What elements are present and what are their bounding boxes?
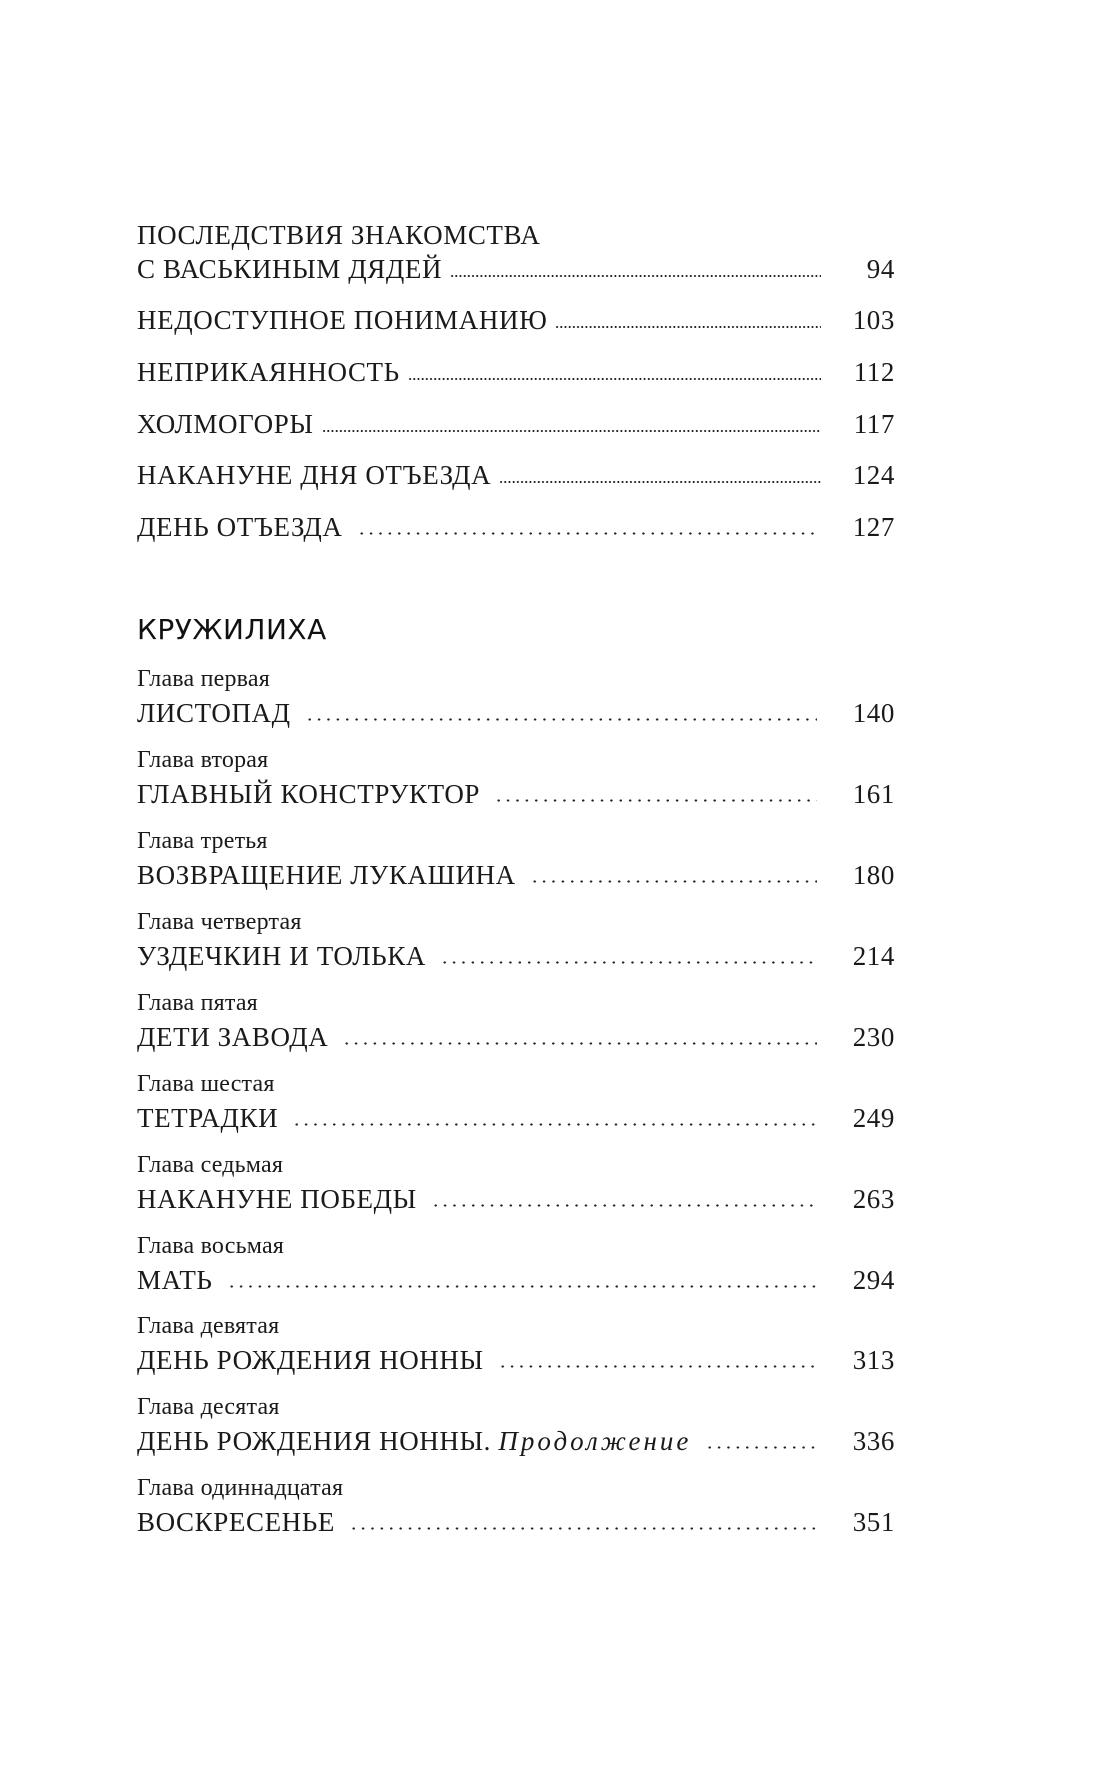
page-number: 263 xyxy=(852,1184,895,1214)
toc-entry-row xyxy=(137,458,895,492)
chapter-label: Глава вторая xyxy=(137,747,269,773)
page-number: 117 xyxy=(853,409,895,439)
dot-leader xyxy=(490,1343,831,1377)
toc-entry[interactable] xyxy=(137,458,895,492)
chapter-row xyxy=(137,1101,895,1135)
chapter-row xyxy=(137,1263,895,1297)
chapter-title: МАТЬ xyxy=(137,1263,219,1297)
page-number: 351 xyxy=(852,1507,895,1537)
page-number: 124 xyxy=(852,460,895,490)
toc-entry-row xyxy=(137,510,895,544)
chapter-title: ВОЗВРАЩЕНИЕ ЛУКАШИНА xyxy=(137,858,522,892)
chapter-entry[interactable] xyxy=(137,664,895,730)
dot-leader xyxy=(432,939,831,973)
dot-leader xyxy=(297,696,831,730)
chapter-row xyxy=(137,1424,895,1458)
chapter-row xyxy=(137,1343,895,1377)
chapter-row xyxy=(137,1020,895,1054)
part-heading: КРУЖИЛИХА xyxy=(137,613,327,646)
page-number: 140 xyxy=(852,698,895,728)
dot-leader xyxy=(341,1505,831,1539)
chapter-entry[interactable] xyxy=(137,745,895,811)
page-number: 249 xyxy=(852,1103,895,1133)
dot-leader xyxy=(522,858,831,892)
page-number: 127 xyxy=(852,512,895,542)
chapter-title: НАКАНУНЕ ПОБЕДЫ xyxy=(137,1182,423,1216)
chapter-entry[interactable] xyxy=(137,1069,895,1135)
toc-entry-title: ПОСЛЕДСТВИЯ ЗНАКОМСТВА xyxy=(137,218,547,252)
chapter-title-suffix: Продолжение xyxy=(498,1426,692,1456)
page-number: 294 xyxy=(852,1265,895,1295)
chapter-entry[interactable] xyxy=(137,907,895,973)
toc-entry-title: НЕДОСТУПНОЕ ПОНИМАНИЮ xyxy=(137,303,553,337)
dot-leader xyxy=(320,407,832,441)
chapter-label: Глава десятая xyxy=(137,1394,280,1420)
page-number: 230 xyxy=(852,1022,895,1052)
dot-leader xyxy=(334,1020,831,1054)
toc-entry-row xyxy=(137,407,895,441)
toc-entry-title-line xyxy=(137,218,895,252)
chapter-label: Глава третья xyxy=(137,828,268,854)
chapter-label: Глава четвертая xyxy=(137,909,302,935)
page-number: 94 xyxy=(866,254,895,284)
chapter-title: ГЛАВНЫЙ КОНСТРУКТОР xyxy=(137,777,486,811)
chapter-label: Глава седьмая xyxy=(137,1152,284,1178)
chapter-entry[interactable] xyxy=(137,1231,895,1297)
chapter-label: Глава восьмая xyxy=(137,1233,285,1259)
toc-entry-title: ДЕНЬ ОТЪЕЗДА xyxy=(137,510,349,544)
chapter-title: УЗДЕЧКИН И ТОЛЬКА xyxy=(137,939,432,973)
toc-entry-title: НЕПРИКАЯННОСТЬ xyxy=(137,355,406,389)
chapter-title-main: ДЕНЬ РОЖДЕНИЯ НОННЫ. xyxy=(137,1426,491,1456)
chapter-entry[interactable] xyxy=(137,988,895,1054)
chapter-title: ДЕНЬ РОЖДЕНИЯ НОННЫ xyxy=(137,1343,490,1377)
toc-entry-title: С ВАСЬКИНЫМ ДЯДЕЙ xyxy=(137,252,448,286)
chapter-row xyxy=(137,939,895,973)
dot-leader xyxy=(219,1263,831,1297)
chapter-entry[interactable] xyxy=(137,1311,895,1377)
chapter-title: ДЕТИ ЗАВОДА xyxy=(137,1020,334,1054)
page-number: 161 xyxy=(852,779,895,809)
chapter-title: ТЕТРАДКИ xyxy=(137,1101,284,1135)
chapter-title xyxy=(137,1424,697,1458)
chapter-label: Глава шестая xyxy=(137,1071,275,1097)
chapter-row xyxy=(137,858,895,892)
toc-entry-row xyxy=(137,355,895,389)
dot-leader xyxy=(284,1101,831,1135)
page-number: 180 xyxy=(852,860,895,890)
toc-entry-row xyxy=(137,303,895,337)
dot-leader xyxy=(697,1424,831,1458)
dot-leader xyxy=(349,510,831,544)
chapter-label: Глава первая xyxy=(137,666,270,692)
chapter-row xyxy=(137,1182,895,1216)
chapter-label: Глава пятая xyxy=(137,990,258,1016)
chapter-entry[interactable] xyxy=(137,1392,895,1458)
chapter-row xyxy=(137,777,895,811)
chapter-label: Глава девятая xyxy=(137,1313,280,1339)
toc-entry[interactable] xyxy=(137,355,895,389)
toc-entry-title: НАКАНУНЕ ДНЯ ОТЪЕЗДА xyxy=(137,458,497,492)
toc-entry-title: ХОЛМОГОРЫ xyxy=(137,407,320,441)
dot-leader xyxy=(497,458,831,492)
chapter-entry[interactable] xyxy=(137,1150,895,1216)
dot-leader xyxy=(406,355,831,389)
page-number: 112 xyxy=(853,357,895,387)
dot-leader xyxy=(423,1182,831,1216)
dot-leader xyxy=(553,303,831,337)
chapter-entry[interactable] xyxy=(137,1473,895,1539)
toc-entry[interactable] xyxy=(137,218,895,286)
page-number: 103 xyxy=(852,305,895,335)
dot-leader xyxy=(486,777,831,811)
chapter-label: Глава одиннадцатая xyxy=(137,1475,344,1501)
toc-entry[interactable] xyxy=(137,510,895,544)
chapter-title: ВОСКРЕСЕНЬЕ xyxy=(137,1505,341,1539)
page-number: 214 xyxy=(852,941,895,971)
chapter-row xyxy=(137,696,895,730)
chapter-entry[interactable] xyxy=(137,826,895,892)
toc-entry[interactable] xyxy=(137,407,895,441)
chapter-row xyxy=(137,1505,895,1539)
page-number: 336 xyxy=(852,1426,895,1456)
page-number: 313 xyxy=(852,1345,895,1375)
toc-entry-row xyxy=(137,252,895,286)
toc-entry[interactable] xyxy=(137,303,895,337)
dot-leader xyxy=(448,252,831,286)
chapter-title: ЛИСТОПАД xyxy=(137,696,297,730)
